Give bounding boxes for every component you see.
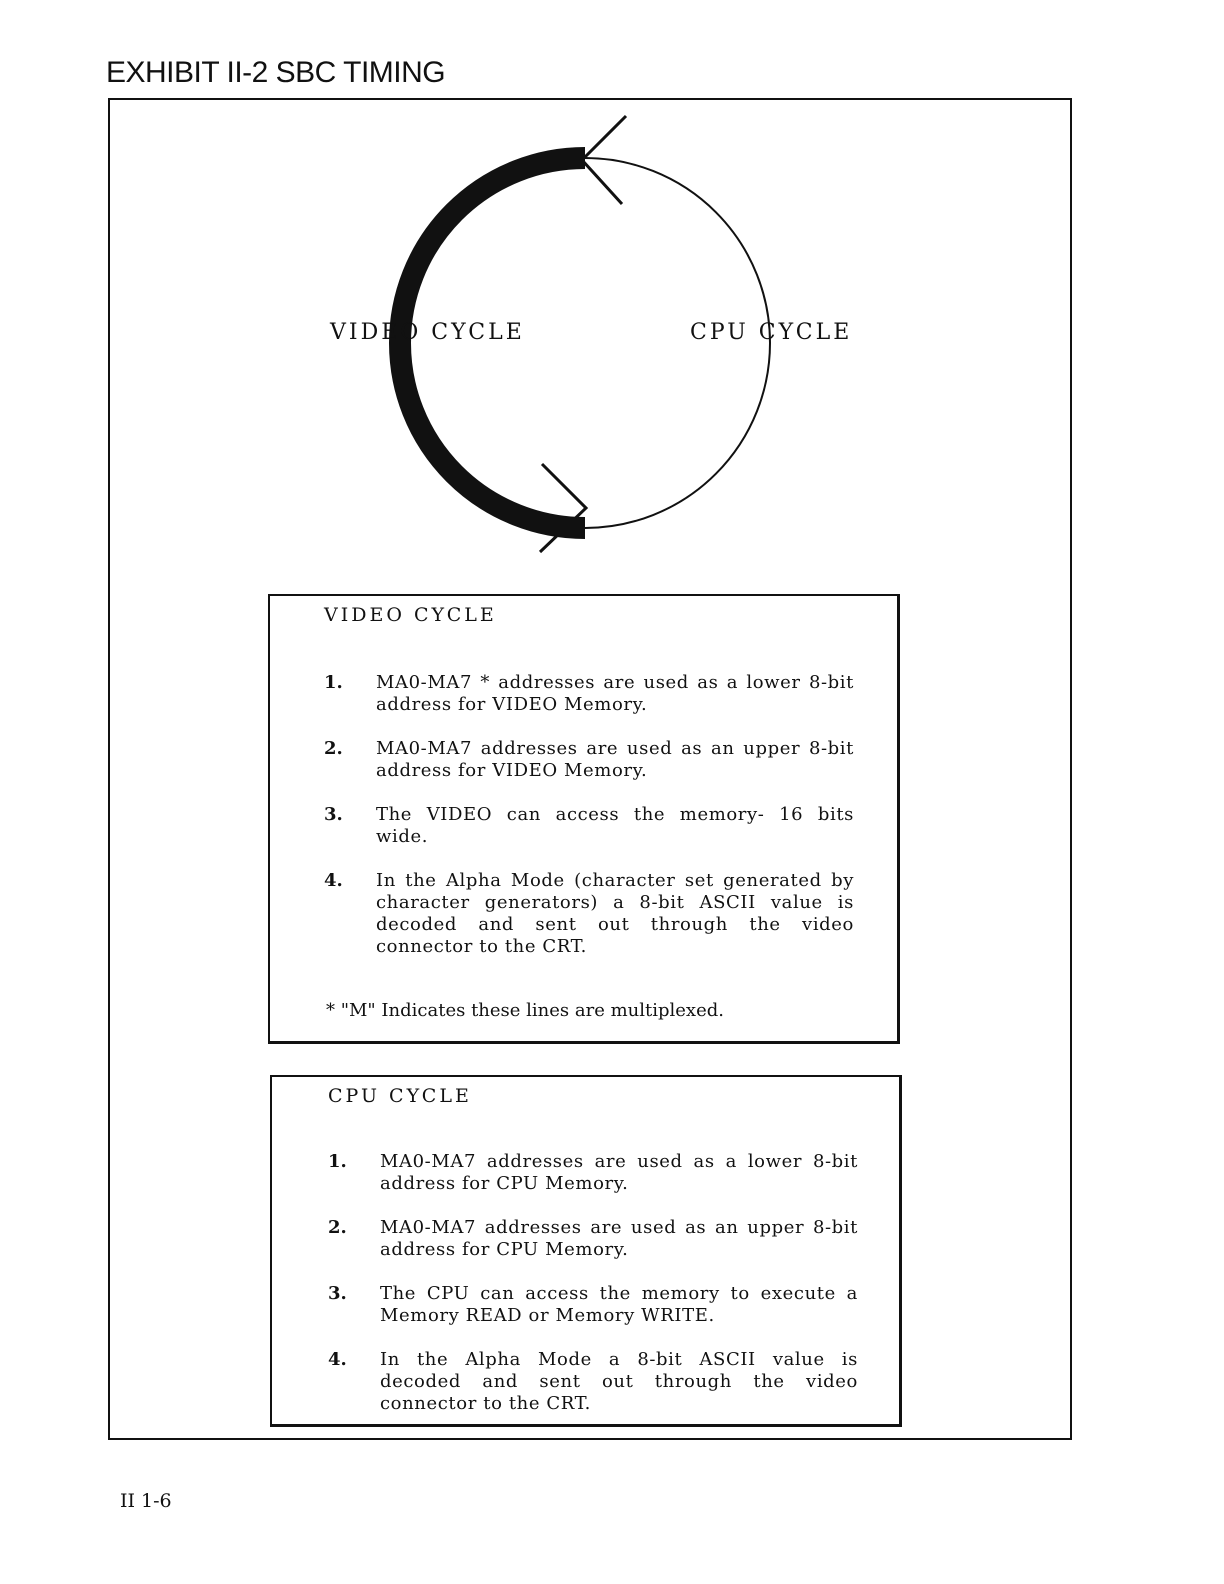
cpu-cycle-label: CPU CYCLE	[690, 320, 853, 345]
page-number: II 1-6	[120, 1490, 172, 1512]
item-number: 2.	[328, 1217, 347, 1238]
item-text: In the Alpha Mode (character set generated by character generators) a 8-bit ASCII value is decoded and sent out through the video connector to the CRT.	[376, 870, 854, 957]
cpu-cycle-list	[328, 1151, 868, 1437]
list-item	[324, 672, 864, 716]
top-arrowhead	[582, 116, 626, 204]
item-text: The CPU can access the memory to execute a Memory READ or Memory WRITE.	[380, 1283, 858, 1326]
item-text: The VIDEO can access the memory- 16 bits wide.	[376, 804, 854, 847]
video-cycle-list	[324, 672, 864, 980]
list-item	[324, 738, 864, 782]
item-text: MA0-MA7 * addresses are used as a lower 8-bit address for VIDEO Memory.	[376, 672, 854, 715]
list-item	[328, 1217, 868, 1261]
item-text: MA0-MA7 addresses are used as an upper 8-bit address for CPU Memory.	[380, 1217, 858, 1260]
cpu-cycle-box	[270, 1075, 902, 1427]
list-item	[328, 1283, 868, 1327]
timing-cycle-diagram	[0, 0, 1224, 600]
item-number: 4.	[328, 1349, 347, 1370]
multiplex-footnote: * "M" Indicates these lines are multiplexed.	[326, 1000, 724, 1021]
list-item	[328, 1151, 868, 1195]
list-item	[324, 804, 864, 848]
item-text: MA0-MA7 addresses are used as an upper 8-bit address for VIDEO Memory.	[376, 738, 854, 781]
list-item	[324, 870, 864, 958]
exhibit-title: EXHIBIT II-2 SBC TIMING	[106, 56, 446, 89]
item-text: MA0-MA7 addresses are used as a lower 8-bit address for CPU Memory.	[380, 1151, 858, 1194]
item-number: 1.	[328, 1151, 347, 1172]
item-text: In the Alpha Mode a 8-bit ASCII value is decoded and sent out through the video connector to the CRT.	[380, 1349, 858, 1414]
item-number: 1.	[324, 672, 343, 693]
item-number: 4.	[324, 870, 343, 891]
video-box-title: VIDEO CYCLE	[324, 604, 497, 626]
item-number: 3.	[328, 1283, 347, 1304]
video-cycle-label: VIDEO CYCLE	[330, 320, 525, 345]
list-item	[328, 1349, 868, 1415]
item-number: 3.	[324, 804, 343, 825]
item-number: 2.	[324, 738, 343, 759]
cpu-box-title: CPU CYCLE	[328, 1085, 472, 1107]
video-cycle-box	[268, 594, 900, 1044]
